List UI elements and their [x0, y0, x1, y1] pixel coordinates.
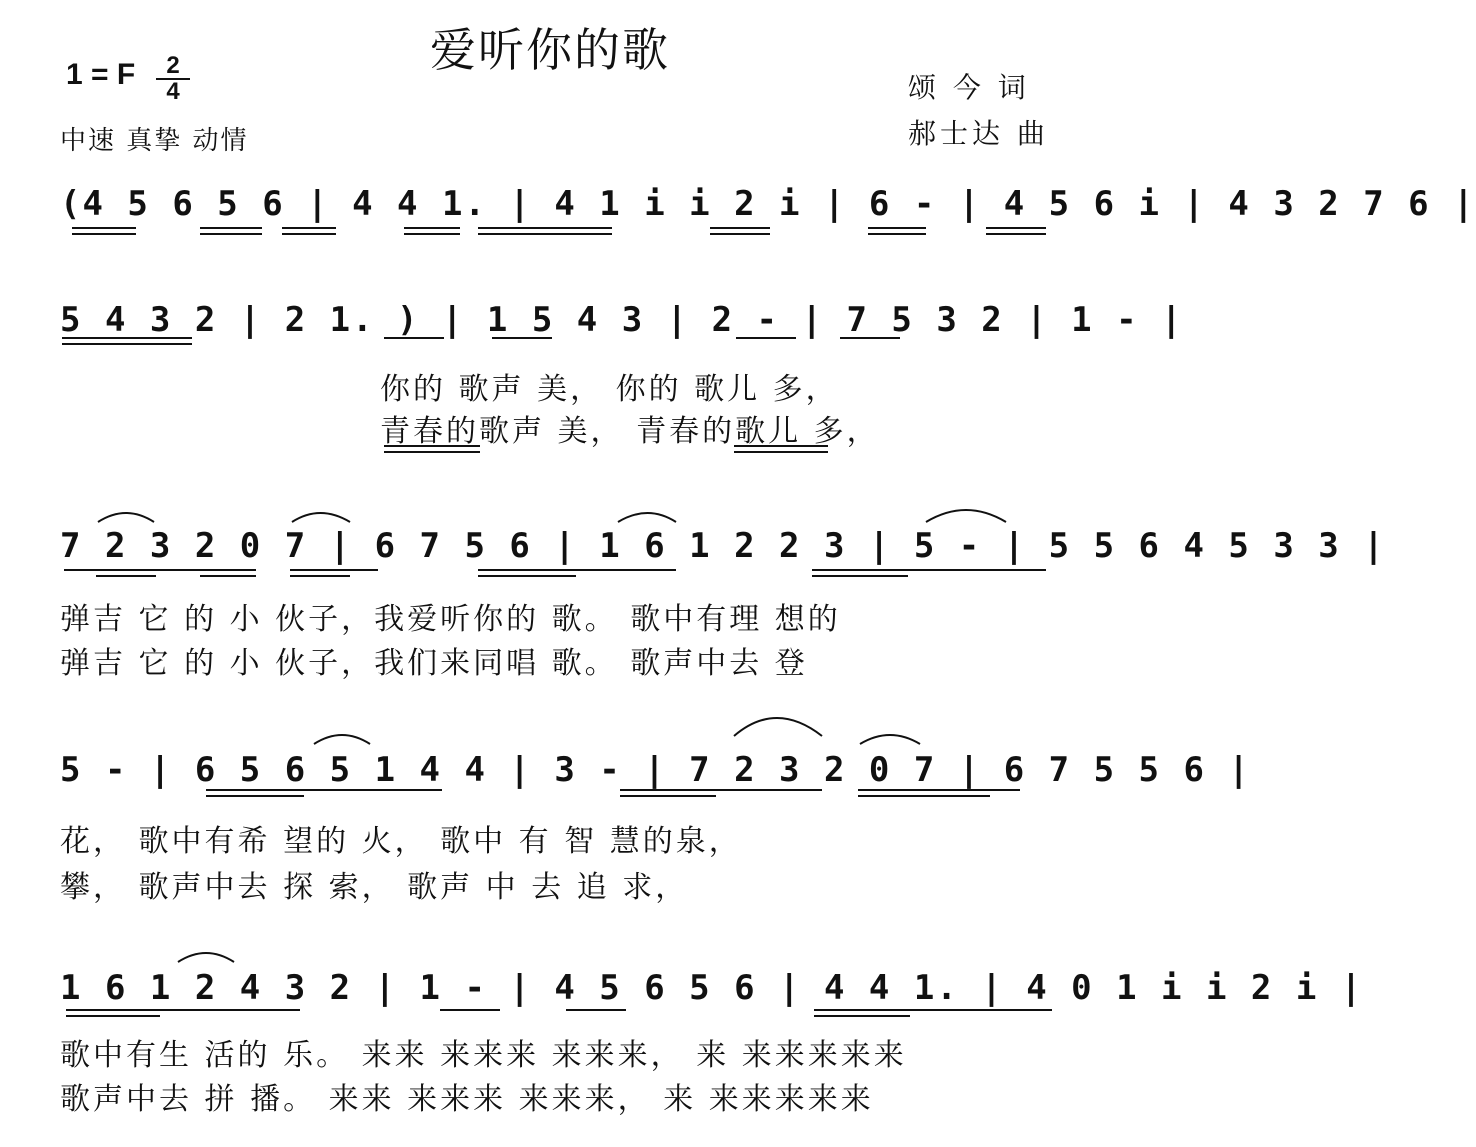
lyric-line: 弹吉 它 的 小 伙子，我爱听你的 歌。 歌中有理 想的 [60, 602, 841, 637]
song-title: 爱听你的歌 [430, 23, 670, 77]
lyric-line: 歌中有生 活的 乐。 来来 来来来 来来来， 来 来来来来来 [60, 1038, 907, 1073]
notation-row: 7 2 3 2 0 7 | 6 7 5 6 | 1 6 1 2 2 3 | 5 - | 5 5 6 4 5 3 3 | [60, 526, 1386, 566]
lyric-line: 青春的歌声 美， 青春的歌儿 多， [380, 414, 880, 449]
time-signature [156, 54, 190, 104]
notation-row: 5 - | 6 5 6 5 1 4 4 | 3 - | 7 2 3 2 0 7 | 6 7 5 5 6 | [60, 750, 1251, 790]
lyric-line: 花， 歌中有希 望的 火， 歌中 有 智 慧的泉， [60, 824, 742, 859]
tempo-marking: 中速 真挚 动情 [60, 126, 249, 156]
time-signature-top: 2 [156, 54, 190, 80]
lyric-line: 歌声中去 拼 播。 来来 来来来 来来来， 来 来来来来来 [60, 1082, 874, 1117]
notation-row: 5 4 3 2 | 2 1. ) | 1 5 4 3 | 2 - | 7 5 3 2 | 1 - | [60, 300, 1184, 340]
lyric-line: 弹吉 它 的 小 伙子，我们来同唱 歌。 歌声中去 登 [60, 646, 808, 681]
time-signature-bottom: 4 [166, 78, 180, 105]
lyric-line: 你的 歌声 美， 你的 歌儿 多， [380, 372, 839, 407]
composer-credit: 郝士达 曲 [908, 117, 1049, 150]
lyricist-credit: 颂 今 词 [908, 71, 1030, 104]
notation-row: (4 5 6 5 6 | 4 4 1. | 4 1 i i 2 i | 6 - | 4 5 6 i | 4 3 2 7 6 | [60, 184, 1476, 224]
notation-row: 1 6 1 2 4 3 2 | 1 - | 4 5 6 5 6 | 4 4 1. | 4 0 1 i i 2 i | [60, 968, 1364, 1008]
key-signature: 1 = F [66, 58, 136, 91]
lyric-line: 攀， 歌声中去 探 索， 歌声 中 去 追 求， [60, 870, 689, 905]
